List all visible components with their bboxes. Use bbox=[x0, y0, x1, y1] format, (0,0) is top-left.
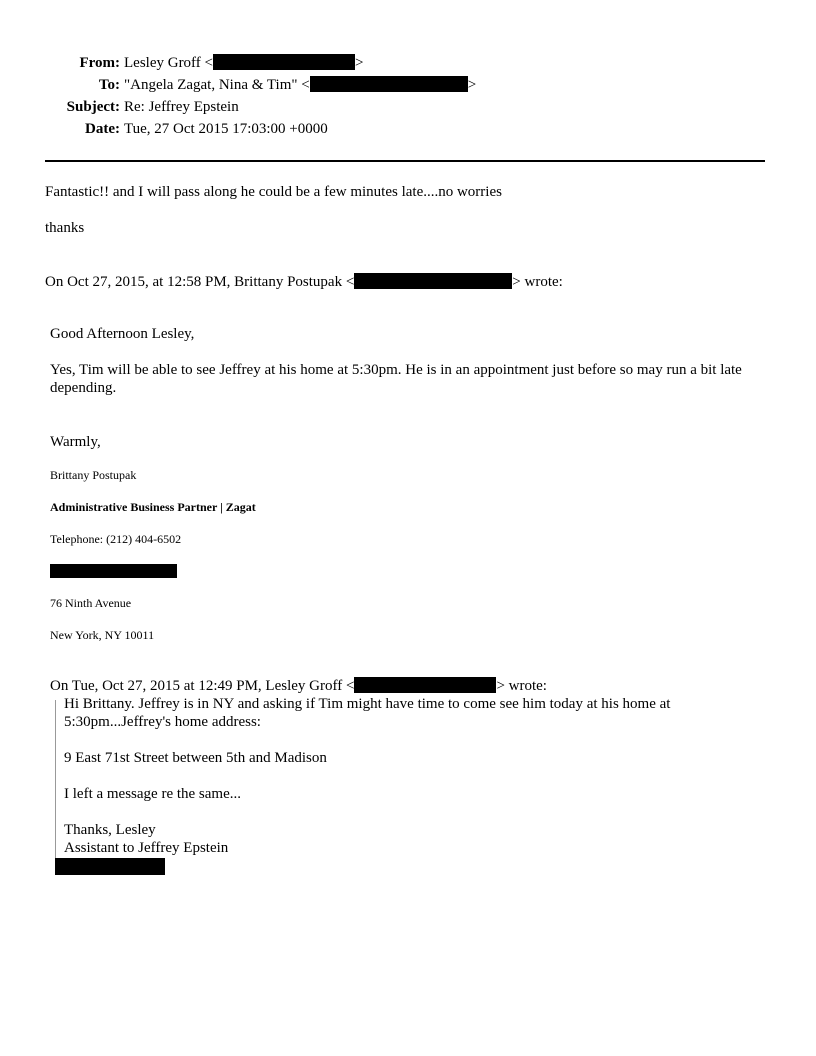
to-close: > bbox=[467, 77, 477, 93]
subject-value: Re: Jeffrey Epstein bbox=[124, 99, 239, 115]
quote1-attribution-pre: On Oct 27, 2015, at 12:58 PM, Brittany Postupak < bbox=[45, 274, 355, 290]
subject-label: Subject: bbox=[66, 99, 120, 115]
quote1-attribution-post: > wrote: bbox=[512, 274, 563, 290]
body-line-1: Fantastic!! and I will pass along he could be a few minutes late....no worries bbox=[45, 184, 502, 200]
quote2-thanks: Thanks, Lesley bbox=[64, 822, 156, 838]
sig-title: Administrative Business Partner | Zagat bbox=[50, 500, 256, 514]
date-label: Date: bbox=[85, 121, 120, 137]
redacted-sig-line bbox=[50, 564, 177, 578]
to-value-wrap bbox=[124, 76, 476, 94]
quote-bar bbox=[55, 700, 56, 858]
sig-address-1: 76 Ninth Avenue bbox=[50, 596, 132, 610]
sig-address-2: New York, NY 10011 bbox=[50, 628, 155, 642]
redacted-brittany-email bbox=[354, 273, 512, 289]
quote2-paragraph: Hi Brittany. Jeffrey is in NY and asking if Tim might have time to come see him today at his home at 5:30pm...Jeffrey's home address: bbox=[64, 696, 671, 730]
from-value: Lesley Groff < bbox=[124, 55, 213, 71]
date-value: Tue, 27 Oct 2015 17:03:00 +0000 bbox=[124, 121, 328, 137]
redacted-final-line bbox=[55, 858, 165, 875]
quote2-attribution-pre: On Tue, Oct 27, 2015 at 12:49 PM, Lesley Groff < bbox=[50, 678, 355, 694]
quote1-attribution bbox=[45, 273, 563, 291]
quote2-address: 9 East 71st Street between 5th and Madison bbox=[64, 750, 327, 766]
from-close: > bbox=[355, 55, 364, 71]
quote1-paragraph: Yes, Tim will be able to see Jeffrey at his home at 5:30pm. He is in an appointment just before so may run a bit late depending. bbox=[50, 362, 742, 396]
sig-phone: Telephone: (212) 404-6502 bbox=[50, 532, 182, 546]
to-label: To: bbox=[98, 77, 120, 93]
from-label: From: bbox=[79, 55, 120, 71]
quote2-note: I left a message re the same... bbox=[64, 786, 242, 802]
sig-name: Brittany Postupak bbox=[50, 468, 137, 482]
redacted-lesley-email bbox=[354, 677, 496, 693]
from-value-wrap bbox=[124, 54, 363, 72]
quote2-attribution-post: > wrote: bbox=[496, 678, 547, 694]
quote2-signature: Assistant to Jeffrey Epstein bbox=[64, 840, 229, 856]
redacted-from-email bbox=[213, 54, 355, 70]
quote1-closing: Warmly, bbox=[50, 434, 101, 450]
header-divider bbox=[45, 160, 765, 162]
quote1-greeting: Good Afternoon Lesley, bbox=[50, 326, 195, 342]
redacted-to-email bbox=[310, 76, 468, 92]
to-value: "Angela Zagat, Nina & Tim" < bbox=[124, 77, 310, 93]
body-line-2: thanks bbox=[45, 220, 85, 236]
quote2-attribution bbox=[50, 677, 547, 695]
